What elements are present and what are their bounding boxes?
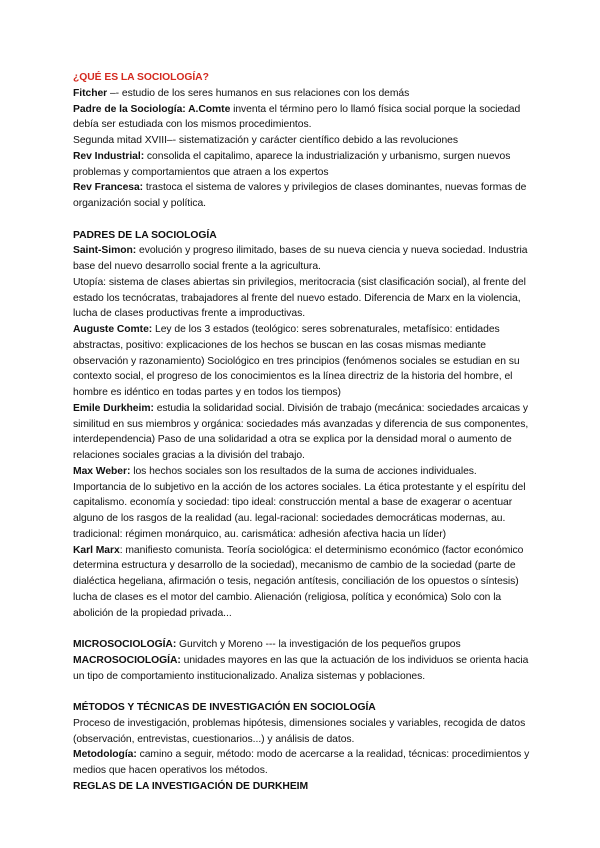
section-micro-macro — [73, 637, 533, 684]
text-methodology: camino a seguir, método: modo de acercarse a la realidad, técnicas: procedimientos y medios que hacen operativos los métodos. — [73, 749, 530, 776]
text-fitcher: –- estudio de los seres humanos en sus relaciones con los demás — [107, 87, 410, 99]
label-french-revolution: Rev Francesa: — [73, 182, 144, 194]
label-comte-father: Padre de la Sociología: A.Comte — [73, 103, 231, 115]
section-fathers — [73, 228, 533, 622]
label-saint-simon: Saint-Simon: — [73, 245, 137, 257]
section-methods — [73, 700, 533, 795]
paragraph-french-revolution — [73, 180, 533, 212]
label-macrosociology: MACROSOCIOLOGÍA: — [73, 654, 181, 666]
paragraph-saint-simon — [73, 243, 533, 275]
label-durkheim: Emile Durkheim: — [73, 402, 154, 414]
document-page — [73, 70, 533, 795]
spacer — [73, 684, 533, 700]
paragraph-second-half: Segunda mitad XVIII–- sistematización y carácter científico debido a las revoluciones — [73, 135, 458, 146]
label-marx: Karl Marx — [73, 544, 120, 556]
label-fitcher: Fitcher — [73, 87, 108, 99]
paragraph-fitcher — [73, 86, 533, 102]
text-saint-simon: evolución y progreso ilimitado, bases de su nueva ciencia y nueva sociedad. Industria base del nuevo desarrollo social frente a la agricultura. — [73, 245, 528, 272]
paragraph-methodology — [73, 747, 533, 779]
paragraph-weber — [73, 464, 533, 543]
text-macrosociology: unidades mayores en las que la actuación de los individuos se orienta hacia un tipo de comportamiento institucionalizado. Analiza sistemas y poblaciones. — [73, 654, 529, 682]
section-what-is-sociology — [73, 70, 533, 212]
heading-durkheim-rules: REGLAS DE LA INVESTIGACIÓN DE DURKHEIM — [73, 780, 309, 792]
text-durkheim: estudia la solidaridad social. División de trabajo (mecánica: sociedades arcaicas y similitud en sus miembros y orgánica: sociedades más avanzadas y diferencia de sus componentes, interdependencia) Paso de una solidaridad a otra se explica por la densidad moral o aumento de relaciones sociales gracias a la división del trabajo. — [73, 402, 529, 461]
paragraph-industrial-revolution — [73, 149, 533, 181]
paragraph-comte-father — [73, 102, 533, 134]
text-auguste-comte: Ley de los 3 estados (teológico: seres sobrenaturales, metafísico: entidades abstractas, positivo: explicaciones de los hechos se buscan en las cosas mismas mediante observación y razonamiento) Sociológico en tres principios (fenómenos sociales se estudian en su contexto social, el progreso de los conocimientos es la línea directriz de la historia del hombre, el hombre es idéntico en todas partes y en todos los tiempos) — [73, 324, 520, 398]
text-weber: los hechos sociales son los resultados de la suma de acciones individuales. Importancia de lo subjetivo en la acción de los actores sociales. La ética protestante y el espíritu del capitalismo. economía y sociedad: tipo ideal: construcción mental a base de exagerar o acentuar alguno de los rasgos de la realidad (au. legal-racional: sociedades democráticas modernas, au. tradicional: régimen monárquico, au. carismática: adhesión afectiva hacia un líder) — [73, 465, 526, 540]
spacer — [73, 621, 533, 637]
paragraph-macrosociology — [73, 653, 533, 685]
heading-methods: MÉTODOS Y TÉCNICAS DE INVESTIGACIÓN EN SOCIOLOGÍA — [73, 702, 376, 713]
label-methodology: Metodología: — [73, 749, 137, 761]
text-comte-father: inventa el término pero lo llamó física social porque la sociedad debía ser estudiada con los mismos procedimientos. — [73, 103, 521, 131]
heading-what-is-sociology: ¿QUÉ ES LA SOCIOLOGÍA? — [73, 72, 209, 83]
label-industrial-revolution: Rev Industrial: — [73, 150, 145, 162]
heading-fathers: PADRES DE LA SOCIOLOGÍA — [73, 229, 217, 241]
text-french-revolution: trastoca el sistema de valores y privilegios de clases dominantes, nuevas formas de organización social y política. — [73, 182, 527, 209]
paragraph-process: Proceso de investigación, problemas hipótesis, dimensiones sociales y variables, recogida de datos (observación, entrevistas, cuestionarios...) y análisis de datos. — [73, 717, 526, 745]
label-auguste-comte: Auguste Comte: — [73, 324, 153, 335]
text-microsociology: Gurvitch y Moreno --- la investigación de los pequeños grupos — [176, 639, 461, 650]
text-industrial-revolution: consolida el capitalimo, aparece la industrialización y urbanismo, surgen nuevos problemas y comportamientos que atraen a los expertos — [73, 150, 511, 178]
paragraph-auguste-comte — [73, 322, 533, 401]
spacer — [73, 212, 533, 228]
paragraph-durkheim — [73, 401, 533, 464]
label-weber: Max Weber: — [73, 465, 131, 477]
paragraph-utopia: Utopía: sistema de clases abiertas sin privilegios, meritocracia (sist clasificación social), al frente del estado los tecnócratas, trabajadores al frente del nuevo estado. Diferencia de Marx en la violencia, lucha de clases productivas frente a improductivas. — [73, 276, 526, 320]
paragraph-microsociology — [73, 637, 533, 653]
text-marx: : manifiesto comunista. Teoría sociológica: el determinismo económico (factor económico determina estructura y desarrollo de la sociedad), mecanismo de cambio de la sociedad (parte de dialéctica hegeliana, afirmación o tesis, negación antítesis, conciliación de los opuestos o síntesis) lucha de clases es el motor del cambio. Alienación (religiosa, política y económica) Solo con la abolición de la propiedad privada... — [73, 544, 524, 619]
paragraph-marx — [73, 543, 533, 622]
label-microsociology: MICROSOCIOLOGÍA: — [73, 639, 177, 650]
